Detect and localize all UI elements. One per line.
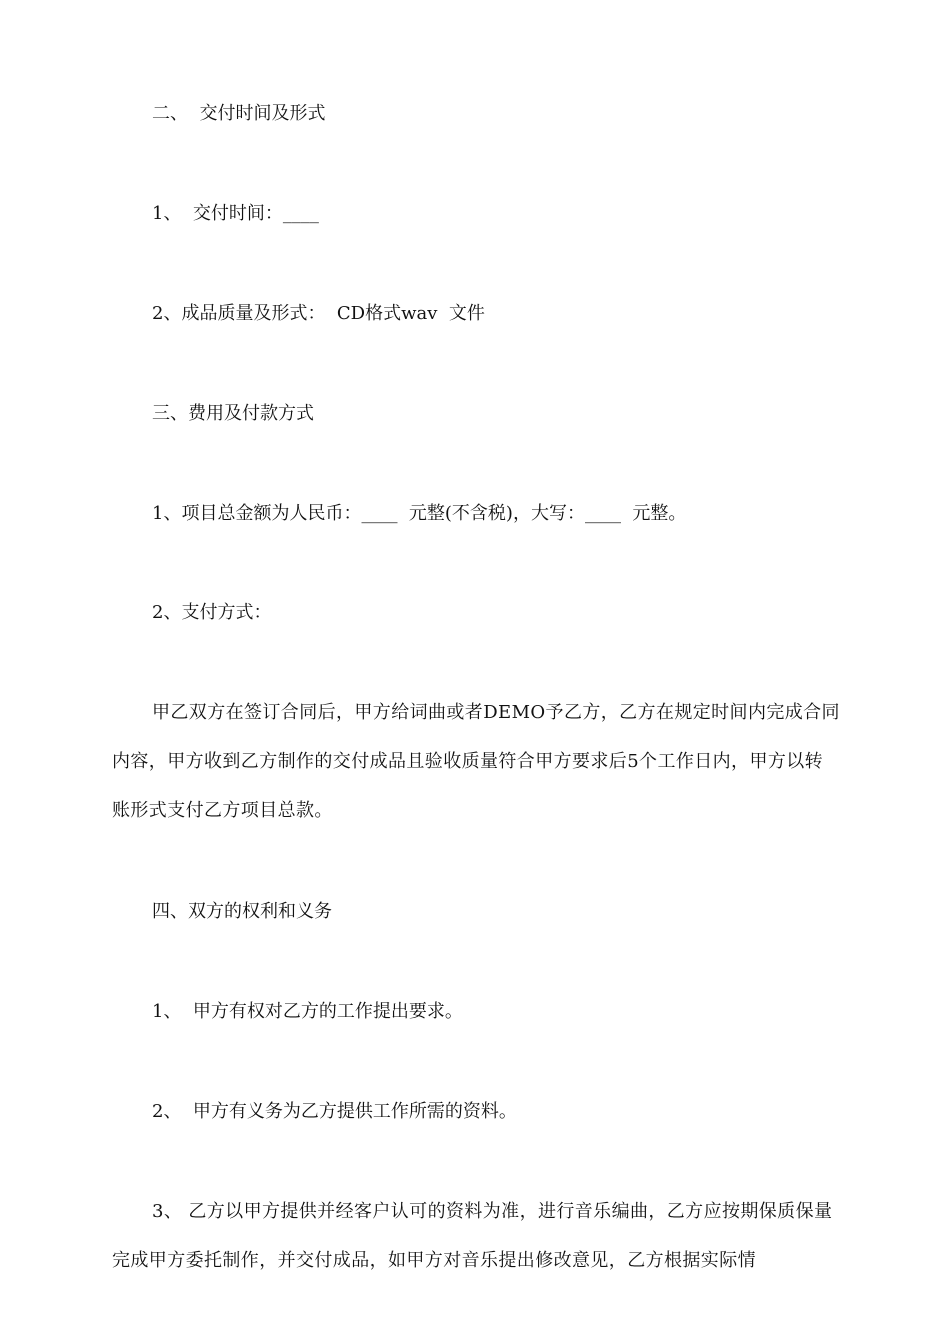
section-4-heading: 四、双方的权利和义务 [152,901,332,922]
payment-terms-paragraph: 甲乙双方在签订合同后，甲方给词曲或者DEMO予乙方，乙方在规定时间内完成合同内容，甲方收到乙方制作的交付成品且验收质量符合甲方要求后5个工作日内，甲方以转账形式支付乙方项目总款。 [112,702,840,821]
payment-method-item: 2、支付方式： [152,602,272,623]
delivery-time-item: 1、 交付时间：____ [152,203,319,224]
total-amount-item: 1、项目总金额为人民币：____ 元整(不含税)，大写：____ 元整。 [152,503,687,524]
section-3-heading: 三、费用及付款方式 [152,403,314,424]
party-a-right-item: 1、 甲方有权对乙方的工作提出要求。 [152,1001,463,1022]
party-a-duty-item: 2、 甲方有义务为乙方提供工作所需的资料。 [152,1101,517,1122]
party-b-duty-paragraph: 3、 乙方以甲方提供并经客户认可的资料为准，进行音乐编曲，乙方应按期保质保量完成甲方委托制作，并交付成品，如甲方对音乐提出修改意见，乙方根据实际情 [112,1201,833,1271]
quality-format-item: 2、成品质量及形式： CD格式wav 文件 [152,303,485,324]
section-2-heading: 二、 交付时间及形式 [152,103,326,124]
